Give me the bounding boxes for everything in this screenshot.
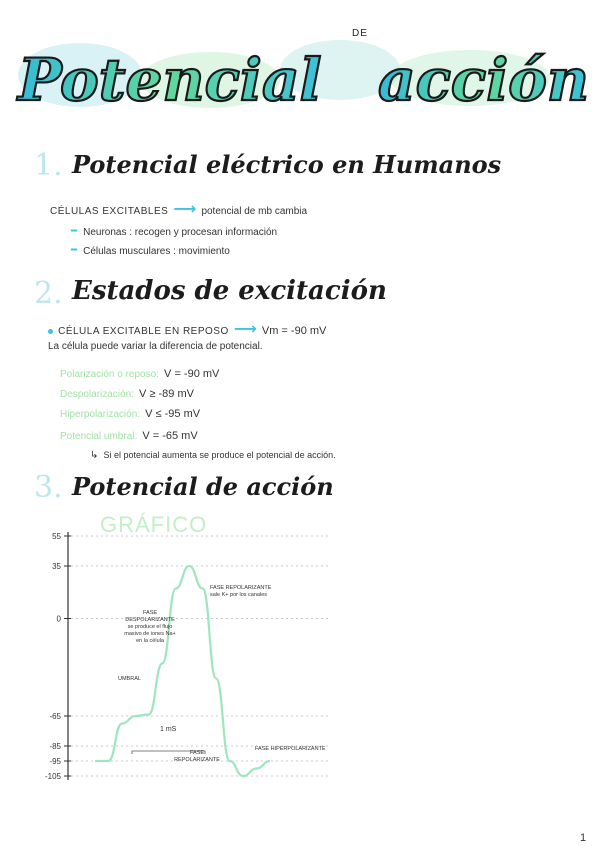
span-label: 1 mS [160, 726, 177, 733]
state-value: V = -65 mV [142, 430, 198, 442]
page-number: 1 [580, 832, 587, 844]
chart-tick-labels [45, 532, 62, 781]
state-name: Despolarización: [60, 389, 134, 400]
state-name: Polarización o reposo: [60, 369, 159, 380]
action-potential-chart [0, 520, 601, 800]
return-arrow-icon: ↳ [90, 450, 99, 461]
repol-annotation [210, 585, 300, 599]
section1-line1 [50, 199, 307, 218]
excitable-cells-label: CÉLULAS EXCITABLES [50, 206, 169, 217]
rest-line [48, 319, 326, 338]
consequence-line [90, 443, 336, 462]
page-title [0, 0, 601, 130]
y-tick-label: -105 [44, 772, 61, 781]
neurons-text: Neuronas : recogen y procesan información [83, 227, 278, 238]
rest-label: CÉLULA EXCITABLE EN REPOSO [58, 326, 229, 337]
y-tick-label: 55 [52, 532, 61, 541]
muscle-cells-text: Células musculares : movimiento [83, 246, 230, 257]
repol-note: sale K+ por los canales [210, 592, 268, 598]
y-tick-label: 35 [52, 562, 61, 571]
section2-title: Estados de excitación [72, 276, 387, 306]
state-value: V ≥ -89 mV [139, 388, 194, 400]
section2-number: 2. [34, 276, 63, 311]
section3-title: Potencial de acción [72, 472, 334, 501]
state-row-4 [60, 424, 198, 443]
dash-icon: – [70, 239, 78, 258]
section1-item1 [70, 220, 277, 239]
section3-number: 3. [34, 470, 63, 505]
y-tick-label: -95 [49, 757, 61, 766]
depol-annotation [124, 610, 176, 645]
chart-y-axis [64, 532, 71, 780]
y-tick-label: -85 [49, 742, 61, 751]
rest-value: Vm = -90 mV [261, 325, 327, 337]
section1-item2 [70, 239, 230, 258]
section1-number: 1. [34, 148, 63, 183]
dash-icon: – [70, 220, 78, 239]
y-tick-label: -65 [49, 712, 61, 721]
chart-gridlines [71, 536, 330, 776]
variation-note: La célula puede variar la diferencia de potencial. [48, 341, 263, 352]
state-row-2 [60, 382, 194, 401]
state-value: V ≤ -95 mV [145, 408, 201, 420]
state-row-1 [60, 362, 219, 381]
hiper-label: FASE HIPERPOLARIZANTE [255, 746, 326, 752]
title-part1: Potencial [18, 46, 322, 114]
bullet-icon [48, 329, 53, 334]
y-tick-label: 0 [56, 614, 61, 624]
arrow-right-icon: ⟶ [233, 319, 257, 338]
repol-bottom-label: FASE REPOLARIZANTE [174, 750, 220, 763]
depol-note: se produce el flujo masivo de iones Na+ en la célula [124, 624, 176, 644]
repol-title: FASE REPOLARIZANTE [210, 585, 272, 591]
membrane-change-text: potencial de mb cambia [201, 206, 308, 217]
arrow-right-icon: ⟶ [173, 199, 197, 218]
state-row-3 [60, 402, 200, 421]
title-lettering [0, 0, 601, 130]
state-name: Hiperpolarización: [60, 409, 141, 420]
state-value: V = -90 mV [164, 368, 220, 380]
umbral-label: UMBRAL [118, 676, 141, 682]
graph-heading: GRÁFICO [100, 512, 208, 537]
section1-title: Potencial eléctrico en Humanos [72, 150, 502, 179]
depol-title: FASE DESPOLARIZANTE [125, 610, 175, 623]
state-name: Potencial umbral: [60, 431, 138, 442]
consequence-text: Si el potencial aumenta se produce el potencial de acción. [103, 450, 336, 460]
title-de: DE [352, 28, 368, 39]
title-part2: acción [378, 46, 590, 114]
